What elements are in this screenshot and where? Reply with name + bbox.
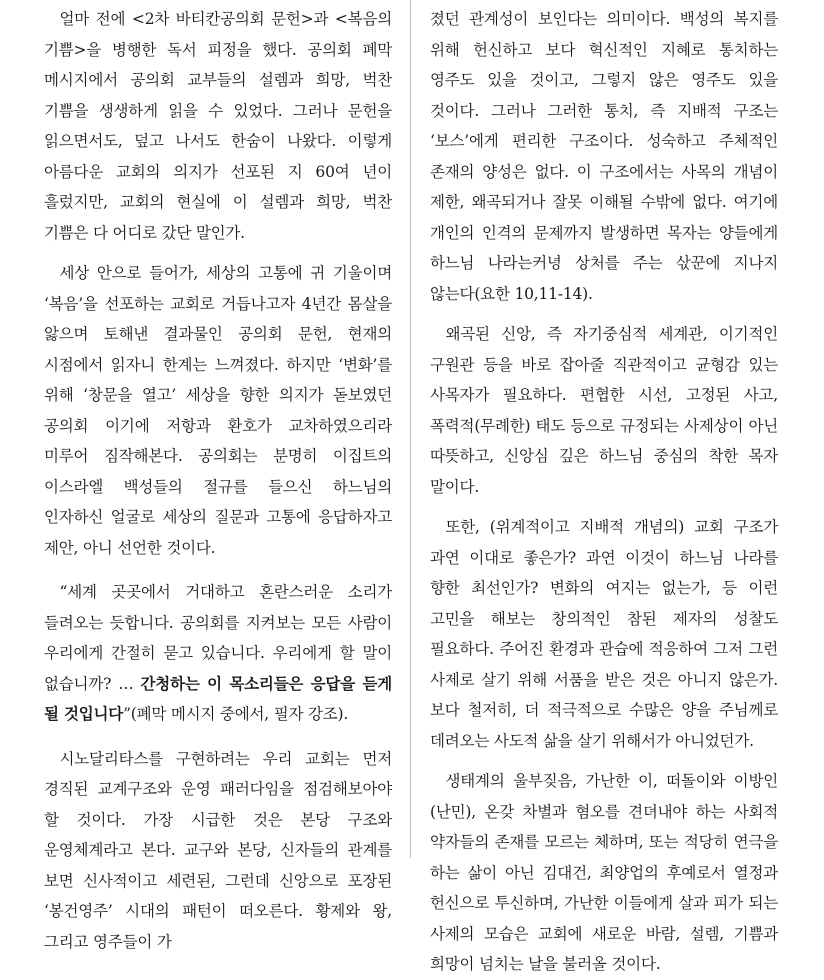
paragraph-council: 세상 안으로 들어가, 세상의 고통에 귀 기울이며 ‘복음’을 선포하는 교회로 거듭나고자 4년간 몸살을 앓으며 토해낸 결과물인 공의회 문헌, 현재의 시점에서 읽자니 한계는 느껴졌다. 하지만 ‘변화’를 위해 ‘창문을 열고’ 세상을 향한 의지가 돋보였던 공의회 이기에 저항과 환호가 교차하였으리라 미루어 짐작해본다. 공의회는 분명히 이집트의 이스라엘 백성들의 절규를 들으신 하느님의 인자하신 얼굴로 세상의 질문과 고통에 응답하자고 제안, 아니 선언한 것이다. [44,264,392,557]
paragraph-structure: 또한, (위계적이고 지배적 개념의) 교회 구조가 과연 이대로 좋은가? 과연 이것이 하느님 나라를 향한 최선인가? 변화의 여지는 없는가, 등 이런 고민을 해보는 창의적인 참된 제자의 성찰도 필요하다. 주어진 환경과 관습에 적응하여 그저 그런 사제로 살기 위해 서품을 받은 것은 아니지 않은가. 보다 철저히, 더 적극적으로 수많은 양을 주님께로 데려오는 사도적 삶을 살기 위해서가 아니었던가. [430,518,778,750]
paragraph-continued: 졌던 관계성이 보인다는 의미이다. 백성의 복지를 위해 헌신하고 보다 혁신적인 지혜로 통치하는 영주도 있을 것이고, 그렇지 않은 영주도 있을 것이다. 그러나 그러한 통치, 즉 지배적 구조는 ‘보스’에게 편리한 구조이다. 성숙하고 주체적인 존재의 양성은 없다. 이 구조에서는 사목의 개념이 제한, 왜곡되거나 잘못 이해될 수밖에 없다. 여기에 개인의 인격의 문제까지 발생하면 목자는 양들에게 하느님 나라는커녕 상처를 주는 삯꾼에 지나지 않는다(요한 10,11-14). [430,10,778,303]
paragraph-synodality: 시노달리타스를 구현하려는 우리 교회는 먼저 경직된 교계구조와 운영 패러다임을 점검해보아야 할 것이다. 가장 시급한 것은 본당 구조와 운영체계라고 본다. 교구와 본당, 신자들의 관계를 보면 신사적이고 세련된, 그런데 신앙으로 포장된 ‘봉건영주’ 시대의 패턴이 떠오른다. 황제와 왕, 그리고 영주들이 가 [44,749,392,951]
right-column [430,4,778,980]
quote-emphasis: 간청하는 이 목소리들은 응답을 듣게 될 것입니다 [44,674,392,723]
closing-message-quote [44,577,392,730]
paragraph-intro: 얼마 전에 <2차 바티칸공의회 문헌>과 <복음의 기쁨>을 병행한 독서 피정을 했다. 공의회 폐막 메시지에서 공의회 교부들의 설렘과 희망, 벅찬 기쁨을 생생하게 읽을 수 있었다. 그러나 문헌을 읽으면서도, 덮고 나서도 한숨이 나왔다. 이렇게 아름다운 교회의 의지가 선포된 지 60여 년이 흘렀지만, 교회의 현실에 이 설렘과 희망, 벅찬 기쁨은 다 어디로 갔단 말인가. [44,10,392,242]
left-column [44,4,392,957]
paragraph-shepherd: 왜곡된 신앙, 즉 자기중심적 세계관, 이기적인 구원관 등을 바로 잡아줄 직관적이고 균형감 있는 사목자가 필요하다. 편협한 시선, 고정된 사고, 폭력적(무례한) 태도 등으로 규정되는 사제상이 아닌 따뜻하고, 신앙심 깊은 하느님 중심의 착한 목자 말이다. [430,325,778,496]
paragraph-ecology: 생태계의 울부짖음, 가난한 이, 떠돌이와 이방인(난민), 온갖 차별과 혐오를 견뎌내야 하는 사회적 약자들의 존재를 모르는 체하며, 또는 적당히 연극을 하는 삶이 아닌 김대건, 최양업의 후예로서 열정과 헌신으로 투신하며, 가난한 이들에게 살과 피가 되는 사제의 모습은 교회에 새로운 바람, 설렘, 기쁨과 희망이 넘치는 날을 불러올 것이다. [430,772,778,973]
quote-text: “세계 곳곳에서 거대하고 혼란스러운 소리가 들려오는 듯합니다. 공의회를 지켜보는 모든 사람이 우리에게 간절히 묻고 있습니다. 우리에게 할 말이 없습니까? … [44,583,392,693]
quote-citation: ”(폐막 메시지 중에서, 필자 강조). [123,705,349,723]
column-divider [410,0,411,858]
